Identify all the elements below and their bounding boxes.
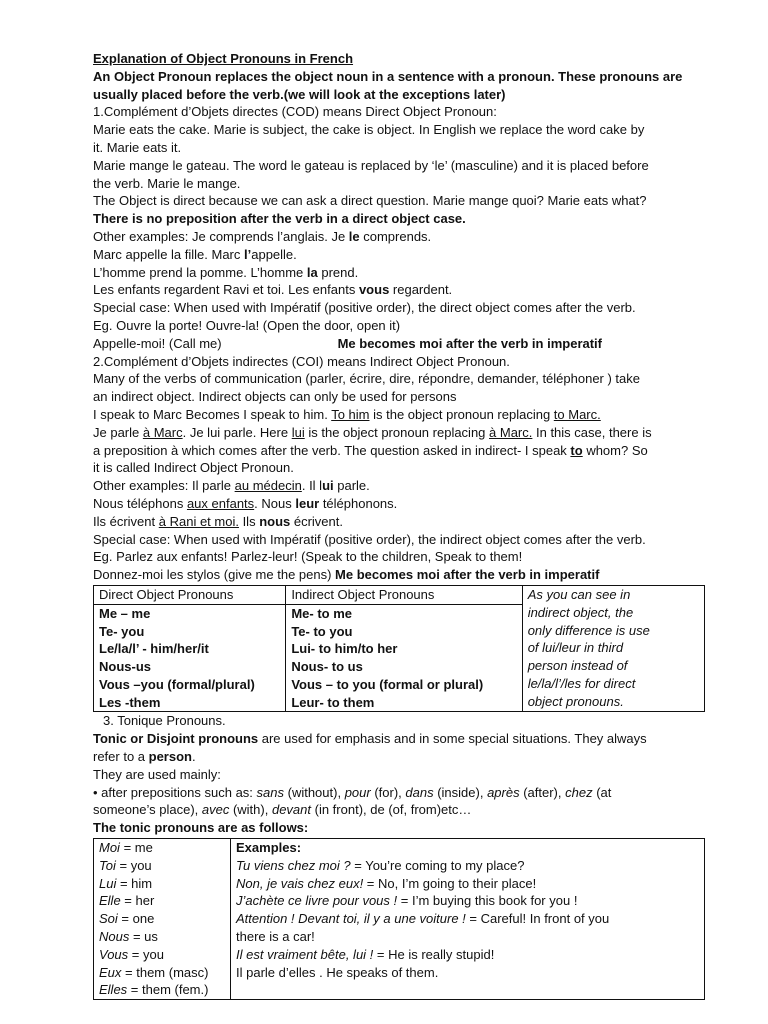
- text-span: . Je lui parle. Here: [182, 424, 292, 440]
- example-text: regardent.: [389, 282, 453, 298]
- pronoun-en: = him: [116, 875, 153, 891]
- section3-heading: 3. Tonique Pronouns.: [103, 713, 226, 729]
- paragraph-line: [93, 406, 705, 424]
- direct-pronoun: Me – me: [99, 605, 151, 621]
- example-fr: Attention ! Devant toi, il y a une voiture !: [236, 911, 466, 927]
- example-en: = You’re coming to my place?: [350, 857, 525, 873]
- special-case-line: Eg. Parlez aux enfants! Parlez-leur! (Speak to the children, Speak to them!: [93, 549, 523, 565]
- pronoun-highlight: le: [348, 228, 360, 244]
- tonic-pronoun: [99, 964, 226, 982]
- pronoun-highlight: vous: [358, 282, 390, 298]
- indirect-pronoun: Nous- to us: [291, 659, 363, 675]
- example-text: Les enfants regardent Ravi et toi. Les enfants: [93, 282, 359, 298]
- text-span: Ils: [238, 513, 260, 529]
- example-text: prend.: [317, 264, 359, 280]
- pronoun-en: = us: [129, 929, 158, 945]
- text-span: a preposition à which comes after the verb. The question asked in indirect- I speak: [93, 442, 571, 458]
- example-fr: Tu viens chez moi ?: [236, 857, 351, 873]
- example-line: [93, 246, 705, 264]
- pronoun-comparison-table: [93, 585, 705, 713]
- indirect-pronoun: Leur- to them: [291, 694, 375, 710]
- example-fr: Il est vraiment bête, lui !: [236, 946, 374, 962]
- text-span: (after),: [519, 784, 566, 800]
- paragraph-line: an indirect object. Indirect objects can only be used for persons: [93, 389, 457, 405]
- paragraph-line: Marie eats the cake. Marie is subject, the cake is object. In English we replace the word cake by: [93, 122, 645, 138]
- table-header-cell: Indirect Object Pronouns: [286, 585, 522, 604]
- document-page: [93, 50, 705, 1000]
- pronoun-fr: Moi: [99, 840, 120, 856]
- tonic-pronoun: [99, 910, 226, 928]
- example-line: [93, 513, 705, 531]
- table-note-cell: [522, 585, 704, 712]
- text-span: (without),: [284, 784, 345, 800]
- example-en: there is a car!: [236, 929, 315, 945]
- example-text: comprends.: [359, 228, 432, 244]
- tonic-pronoun: [99, 892, 226, 910]
- example-en: = No, I’m going to their place!: [363, 875, 537, 891]
- example-line: [93, 281, 705, 299]
- example-line: [93, 264, 705, 282]
- example-sentence: [236, 928, 700, 946]
- text-span: (with),: [229, 802, 272, 818]
- italic-text: chez: [565, 784, 593, 800]
- text-span: Nous téléphons: [93, 495, 187, 511]
- italic-text: pour: [344, 784, 371, 800]
- table-row: [94, 585, 705, 604]
- indirect-pronoun: Vous – to you (formal or plural): [291, 676, 484, 692]
- paragraph-line: [93, 730, 705, 748]
- example-sentence: [236, 892, 700, 910]
- example-sentence: [236, 875, 700, 893]
- direct-pronoun: Vous –you (formal/plural): [99, 676, 255, 692]
- underlined-text: to: [570, 442, 583, 458]
- note-line: only difference is use: [527, 622, 650, 638]
- indirect-pronoun: Lui- to him/to her: [291, 641, 398, 657]
- paragraph-line: it. Marie eats it.: [93, 139, 182, 155]
- example-text: Other examples: Je comprends l’anglais. Je: [93, 228, 349, 244]
- example-sentence: [236, 910, 700, 928]
- tonic-pronoun: [99, 981, 226, 999]
- example-text: Appelle-moi! (Call me): [93, 335, 222, 351]
- paragraph-line: Marie mange le gateau. The word le gateau is replaced by ‘le’ (masculine) and it is placed before: [93, 157, 649, 173]
- pronoun-fr: Lui: [99, 875, 117, 891]
- tonic-pronoun-list: [94, 839, 231, 1000]
- text-span: refer to a: [93, 749, 149, 765]
- tonic-examples-list: [231, 839, 705, 1000]
- example-en: Il parle d’elles . He speaks of them.: [236, 964, 439, 980]
- pronoun-en: = me: [119, 840, 153, 856]
- rule-statement: Me becomes moi after the verb in imperatif: [335, 567, 600, 583]
- indirect-pronoun: Te- to you: [291, 623, 353, 639]
- underlined-text: aux enfants: [186, 495, 255, 511]
- pronoun-highlight: nous: [259, 513, 291, 529]
- italic-text: sans: [256, 784, 284, 800]
- italic-text: devant: [271, 802, 312, 818]
- text-span: (at: [592, 784, 612, 800]
- pronoun-fr: Vous: [99, 946, 129, 962]
- direct-pronoun: Le/la/l’ - him/her/it: [99, 641, 209, 657]
- text-span: • after prepositions such as:: [93, 784, 257, 800]
- intro-line-2: usually placed before the verb.(we will look at the exceptions later): [93, 86, 506, 102]
- pronoun-en: = her: [120, 893, 155, 909]
- note-line: object pronouns.: [527, 693, 624, 709]
- pronoun-en: = you: [115, 857, 152, 873]
- table-cells-group: [286, 604, 522, 712]
- pronoun-highlight: la: [306, 264, 318, 280]
- text-span: whom? So: [582, 442, 648, 458]
- pronoun-fr: Elle: [99, 893, 121, 909]
- document-title: Explanation of Object Pronouns in French: [93, 51, 354, 66]
- rule-statement: Me becomes moi after the verb in imperatif: [337, 335, 602, 351]
- pronoun-en: = them (fem.): [127, 982, 209, 998]
- direct-pronoun: Les -them: [99, 694, 161, 710]
- special-case-line: [93, 566, 705, 584]
- underlined-text: to Marc.: [553, 406, 601, 422]
- note-line: indirect object, the: [527, 604, 634, 620]
- example-line: [93, 495, 705, 513]
- text-span: Ils écrivent: [93, 513, 159, 529]
- pronoun-highlight: l’: [244, 246, 252, 262]
- pronoun-highlight: ui: [322, 478, 334, 494]
- example-sentence: [236, 946, 700, 964]
- table-cells-group: [94, 604, 286, 712]
- bullet-line: [93, 801, 705, 819]
- paragraph-line: Many of the verbs of communication (parler, écrire, dire, répondre, demander, téléphoner ) take: [93, 371, 641, 387]
- direct-pronoun: Nous-us: [99, 659, 151, 675]
- rule-statement: There is no preposition after the verb in a direct object case.: [93, 211, 466, 227]
- example-line: [93, 477, 705, 495]
- pronoun-highlight: leur: [295, 495, 320, 511]
- italic-text: avec: [201, 802, 230, 818]
- tonic-pronoun: [99, 946, 226, 964]
- example-text: L’homme prend la pomme. L’homme: [93, 264, 307, 280]
- special-case-line: Eg. Ouvre la porte! Ouvre-la! (Open the door, open it): [93, 317, 401, 333]
- special-case-line: [93, 335, 705, 353]
- text-span: are used for emphasis and in some special situations. They always: [258, 731, 647, 747]
- bold-text: person: [148, 749, 192, 765]
- note-line: person instead of: [527, 658, 628, 674]
- tonic-pronoun-table: [93, 838, 705, 1000]
- special-case-line: Special case: When used with Impératif (positive order), the indirect object comes after the verb.: [93, 531, 646, 547]
- underlined-text: lui: [291, 424, 305, 440]
- paragraph-line: [93, 748, 705, 766]
- text-span: . Nous: [254, 495, 296, 511]
- tonic-pronoun: [99, 857, 226, 875]
- intro-line-1: An Object Pronoun replaces the object noun in a sentence with a pronoun. These pronouns are: [93, 68, 683, 84]
- section1-heading: 1.Complément d’Objets directes (COD) means Direct Object Pronoun:: [93, 104, 497, 120]
- underlined-text: à Marc.: [489, 424, 533, 440]
- underlined-text: à Marc: [142, 424, 183, 440]
- text-span: téléphonons.: [319, 495, 398, 511]
- example-line: [93, 228, 705, 246]
- example-en: = He is really stupid!: [373, 946, 495, 962]
- pronoun-en: = one: [117, 911, 155, 927]
- example-sentence: [236, 857, 700, 875]
- example-sentence: [236, 964, 700, 982]
- paragraph-line: it is called Indirect Object Pronoun.: [93, 460, 294, 476]
- example-text: Marc appelle la fille. Marc: [93, 246, 244, 262]
- paragraph-line: The Object is direct because we can ask a direct question. Marie mange quoi? Marie eats what?: [93, 193, 647, 209]
- paragraph-line: The tonic pronouns are as follows:: [93, 820, 309, 836]
- underlined-text: au médecin: [234, 478, 302, 494]
- text-span: I speak to Marc Becomes I speak to him.: [93, 406, 332, 422]
- text-span: is the object pronoun replacing: [304, 424, 490, 440]
- underlined-text: à Rani et moi.: [158, 513, 239, 529]
- section2-heading: 2.Complément d’Objets indirectes (COI) means Indirect Object Pronoun.: [93, 353, 510, 369]
- pronoun-fr: Eux: [99, 964, 122, 980]
- examples-label: Examples:: [236, 840, 302, 856]
- note-line: le/la/l’/les for direct: [527, 675, 636, 691]
- text-span: Donnez-moi les stylos (give me the pens): [93, 567, 336, 583]
- table-header-cell: Direct Object Pronouns: [94, 585, 286, 604]
- paragraph-line: the verb. Marie le mange.: [93, 175, 241, 191]
- pronoun-fr: Soi: [99, 911, 118, 927]
- example-text: appelle.: [251, 246, 297, 262]
- example-fr: Non, je vais chez eux!: [236, 875, 364, 891]
- paragraph-line: They are used mainly:: [93, 766, 221, 782]
- text-span: .: [191, 749, 196, 765]
- paragraph-line: [93, 442, 705, 460]
- text-span: écrivent.: [290, 513, 343, 529]
- special-case-line: Special case: When used with Impératif (positive order), the direct object comes after the verb.: [93, 300, 636, 316]
- italic-text: dans: [405, 784, 434, 800]
- tonic-pronoun: [99, 839, 226, 857]
- text-span: parle.: [333, 478, 370, 494]
- pronoun-en: = you: [128, 946, 164, 962]
- paragraph-line: [93, 424, 705, 442]
- pronoun-fr: Elles: [99, 982, 128, 998]
- note-line: of lui/leur in third: [527, 640, 624, 656]
- note-line: As you can see in: [527, 586, 631, 602]
- text-span: is the object pronoun replacing: [369, 406, 554, 422]
- text-span: . Il l: [301, 478, 323, 494]
- bold-text: Tonic or Disjoint pronouns: [93, 731, 259, 747]
- text-span: Other examples: Il parle: [93, 478, 235, 494]
- text-span: someone’s place),: [93, 802, 202, 818]
- example-en: = I’m buying this book for you !: [397, 893, 578, 909]
- italic-text: après: [487, 784, 520, 800]
- text-span: In this case, there is: [532, 424, 652, 440]
- pronoun-fr: Nous: [99, 929, 130, 945]
- text-span: Je parle: [93, 424, 143, 440]
- direct-pronoun: Te- you: [99, 623, 145, 639]
- bullet-line: [93, 784, 705, 802]
- underlined-text: To him: [331, 406, 370, 422]
- pronoun-fr: Toi: [99, 857, 116, 873]
- table-row: [94, 839, 705, 1000]
- example-fr: J’achète ce livre pour vous !: [236, 893, 398, 909]
- text-span: (inside),: [433, 784, 488, 800]
- indirect-pronoun: Me- to me: [291, 605, 352, 621]
- text-span: (for),: [370, 784, 406, 800]
- tonic-pronoun: [99, 875, 226, 893]
- example-en: = Careful! In front of you: [465, 911, 610, 927]
- pronoun-en: = them (masc): [121, 964, 209, 980]
- tonic-pronoun: [99, 928, 226, 946]
- text-span: (in front), de (of, from)etc…: [311, 802, 472, 818]
